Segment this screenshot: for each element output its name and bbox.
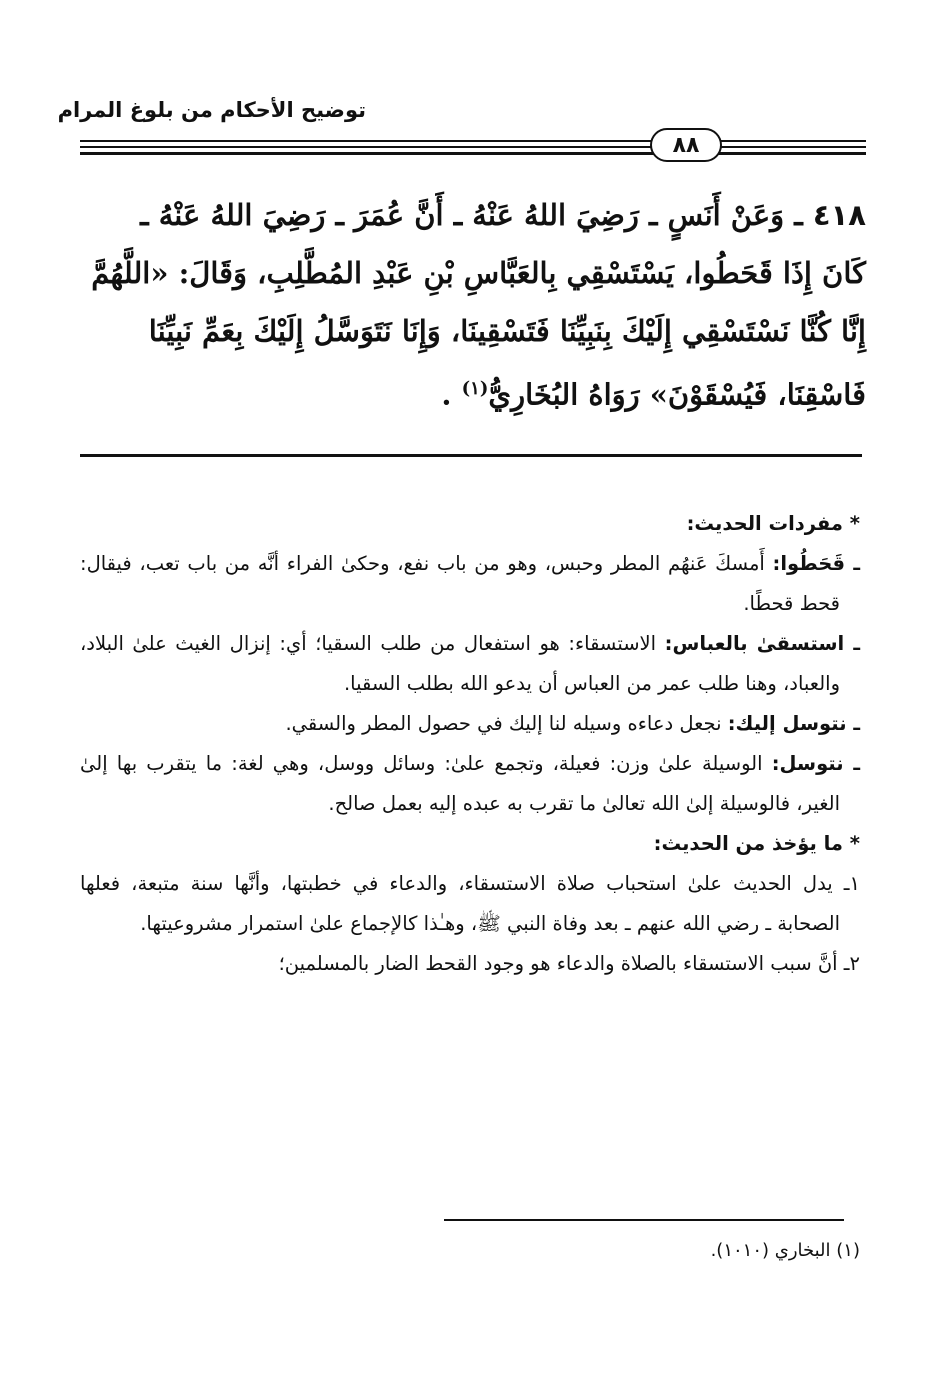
header-rule — [80, 152, 866, 155]
vocab-term: ـ نتوسل: — [771, 752, 860, 775]
commentary — [80, 504, 860, 984]
footnote-reference: (١) — [461, 378, 489, 399]
vocab-term: ـ نتوسل إليك: — [727, 712, 860, 735]
vocab-definition: الاستسقاء: هو استفعال من طلب السقيا؛ أي: إنزال الغيث علىٰ البلاد، والعباد، وهنا طلب عمر من العباس أن يدعو الله بطلب السقيا. — [80, 632, 840, 695]
lesson-item: ٢ـ أنَّ سبب الاستسقاء بالصلاة والدعاء هو وجود القحط الضار بالمسلمين؛ — [278, 952, 860, 975]
hadith-line-1: ـ وَعَنْ أَنَسٍ ـ رَضِيَ اللهُ عَنْهُ ـ أَنَّ عُمَرَ ـ رَضِيَ اللهُ عَنْهُ ـ — [140, 198, 803, 232]
vocab-heading: * مفردات الحديث: — [686, 512, 860, 535]
hadith-line-3: إِنَّا كُنَّا نَسْتَسْقِي إِلَيْكَ بِنَبِيِّنَا فَتَسْقِينَا، وَإِنَا نَتَوَسَّلُ إِلَيْكَ بِعَمِّ نَبِيِّنَا — [148, 314, 866, 348]
vocab-definition: الوسيلة علىٰ وزن: فعيلة، وتجمع علىٰ: وسائل ووسل، وهي لغة: ما يتقرب بها إلىٰ الغير، فالوسيلة إلىٰ الله تعالىٰ ما تقرب به عبده إليه بعمل صالح. — [80, 752, 840, 815]
vocab-item — [80, 704, 860, 744]
lesson-item: ١ـ يدل الحديث علىٰ استحباب صلاة الاستسقاء، والدعاء في خطبتها، وأنَّها سنة متبعة، فعلها الصحابة ـ رضي الله عنهم ـ بعد وفاة النبي ﷺ، وهـٰذا كالإجماع علىٰ استمرار مشروعيتها. — [80, 872, 860, 935]
section-divider — [80, 454, 862, 457]
vocab-item — [80, 624, 860, 704]
hadith-text — [80, 186, 866, 424]
header-rule — [80, 140, 866, 142]
vocab-definition: أَمسكَ عَنهُم المطر وحبس، وهو من باب نفع، وحكىٰ الفراء أنَّه من باب تعب، فيقال: قحط قحطًا. — [80, 552, 840, 615]
hadith-end: . — [441, 377, 452, 412]
hadith-line-4: فَاسْقِنَا، فَيُسْقَوْنَ» رَوَاهُ البُخَارِيُّ — [488, 377, 866, 412]
hadith-line — [80, 360, 866, 424]
header-rule — [80, 146, 866, 148]
hadith-number: ٤١٨ — [812, 198, 866, 232]
vocab-term: ـ قَحَطُوا: — [772, 552, 860, 575]
hadith-line-2: كَانَ إِذَا قَحَطُوا، يَسْتَسْقِي بِالعَبَّاسِ بْنِ عَبْدِ المُطَّلِبِ، وَقَالَ: «اللَّهُمَّ — [91, 256, 866, 290]
lessons-heading: * ما يؤخذ من الحديث: — [653, 832, 860, 855]
vocab-item — [80, 744, 860, 824]
vocab-definition: نجعل دعاءه وسيله لنا إليك في حصول المطر والسقي. — [285, 712, 728, 735]
footnote: (١) البخاري (١٠١٠). — [710, 1240, 860, 1261]
running-header-title: توضيح الأحكام من بلوغ المرام — [57, 98, 366, 122]
vocab-term: ـ استسقىٰ بالعباس: — [664, 632, 860, 655]
hadith-line — [80, 186, 866, 244]
footnote-rule — [444, 1219, 844, 1221]
vocab-item — [80, 544, 860, 624]
page-number: ٨٨ — [650, 128, 722, 162]
